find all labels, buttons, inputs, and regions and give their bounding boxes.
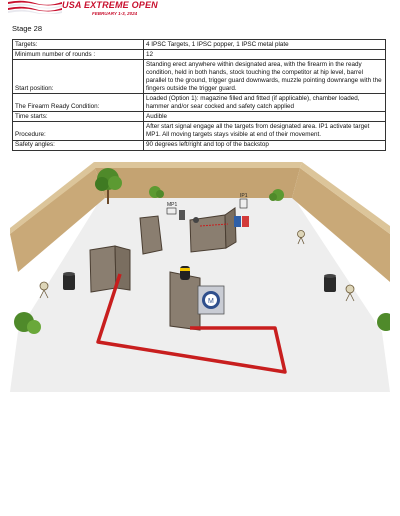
flag-logo (8, 0, 62, 14)
event-logo-text: USA EXTREME OPEN (62, 0, 158, 10)
row-value: After start signal engage all the targets from designated area. IP1 activate target MP1. All moving targets stays visible at end of their movement. (144, 122, 386, 140)
table-row (13, 60, 386, 94)
row-label: Start position: (13, 60, 144, 94)
row-value: 90 degrees left/right and top of the backstop (144, 140, 386, 150)
svg-text:M: M (208, 298, 214, 305)
row-label: Targets: (13, 40, 144, 50)
ip1-marker: IP1 (240, 193, 248, 199)
table-row (13, 40, 386, 50)
table-row (13, 122, 386, 140)
row-value: Loaded (Option 1): magazine filled and fitted (if applicable), chamber loaded, hammer and/or sear cocked and safety catch applied (144, 94, 386, 112)
table-row (13, 94, 386, 112)
barrel-icon (324, 274, 336, 292)
barrel-icon (63, 272, 75, 290)
row-label: Procedure: (13, 122, 144, 140)
target-stand (167, 208, 176, 214)
table-row (13, 140, 386, 150)
row-label: The Firearm Ready Condition: (13, 94, 144, 112)
popper-target (193, 217, 199, 223)
stage-title: Stage 28 (12, 24, 43, 33)
back-berm-top (94, 162, 302, 168)
row-value: 12 (144, 50, 386, 60)
event-header (0, 0, 400, 20)
target-stand (240, 199, 247, 208)
wall-panel (170, 272, 200, 330)
row-label: Safety angles: (13, 140, 144, 150)
row-value: Audible (144, 112, 386, 122)
table-row (13, 50, 386, 60)
back-berm (95, 168, 300, 198)
mp1-marker: MP1 (167, 202, 178, 208)
row-value: 4 IPSC Targets, 1 IPSC popper, 1 IPSC metal plate (144, 40, 386, 50)
wall-panel (225, 208, 236, 248)
row-value: Standing erect anywhere within designated area, with the firearm in the ready condition, held in both hands, stock touching the competitor at hip level, barrel parallel to the ground, trigger guard downwards, muzzle pointing downrange with the fingers outside the trigger guard. (144, 60, 386, 94)
event-date: FEBRUARY 1-3, 2024 (92, 11, 138, 16)
ipsc-target-icon (198, 286, 224, 314)
row-label: Minimum number of rounds : (13, 50, 144, 60)
popper-target (180, 266, 190, 280)
metal-plate-target (179, 210, 185, 220)
stage-spec-table (12, 39, 386, 151)
row-label: Time starts: (13, 112, 144, 122)
wall-panel (90, 246, 116, 292)
table-row (13, 112, 386, 122)
stage-diagram (10, 162, 390, 392)
wall-panel (140, 216, 162, 254)
